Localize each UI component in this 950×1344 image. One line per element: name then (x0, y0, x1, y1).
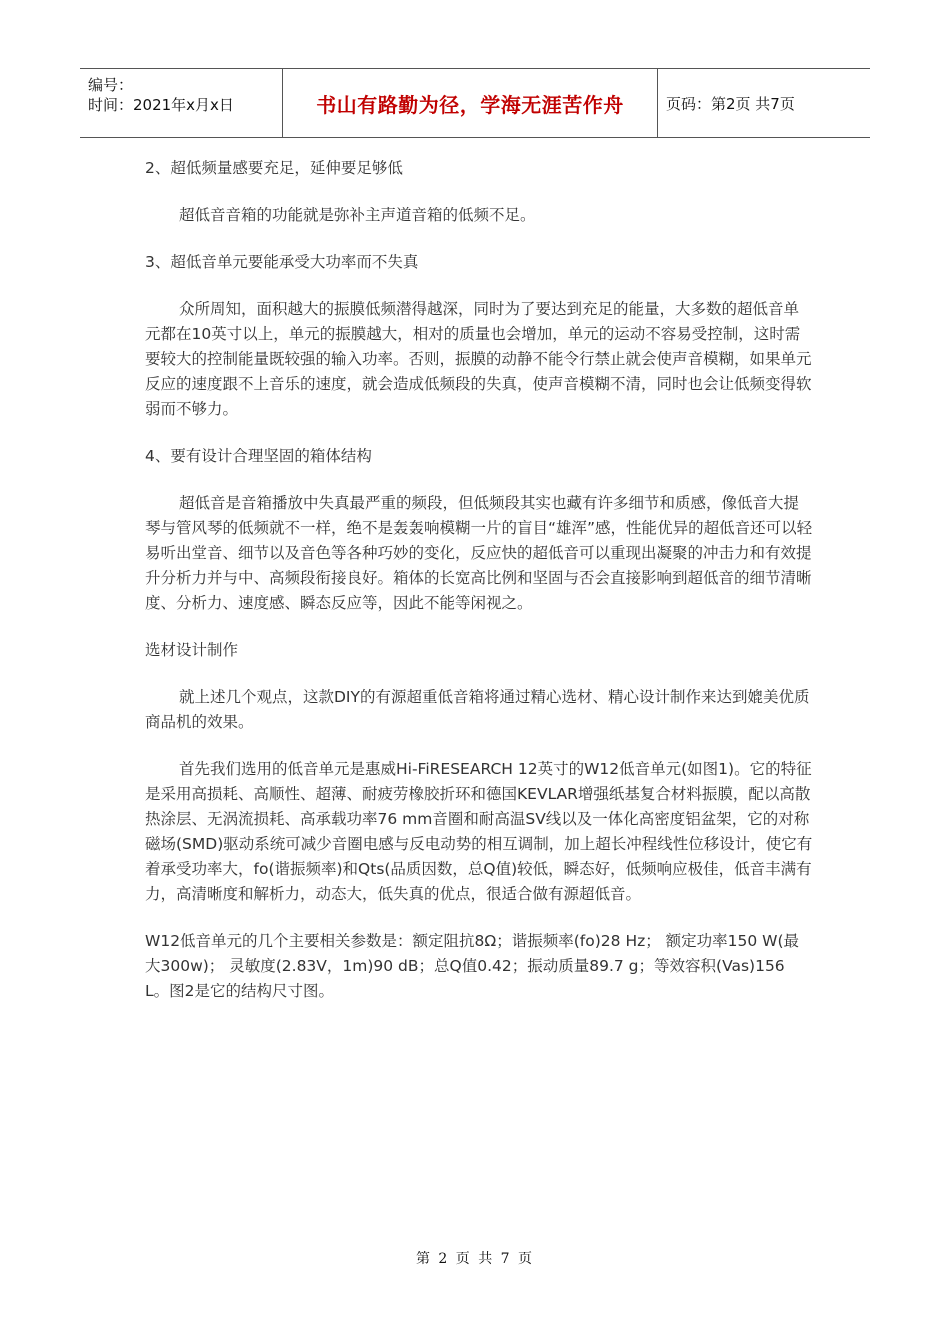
page-header (80, 68, 870, 138)
paragraph: 超低音音箱的功能就是弥补主声道音箱的低频不足。 (179, 206, 536, 224)
heading-2: 2、超低频量感要充足，延伸要足够低 (145, 159, 403, 177)
paragraph: 众所周知，面积越大的振膜低频潜得越深，同时为了要达到充足的能量，大多数的超低音单元都在10英寸以上，单元的振膜越大，相对的质量也会增加，单元的运动不容易受控制，这时需要较大的控制能量既较强的输入功率。否则，振膜的动静不能令行禁止就会使声音模糊，如果单元反应的速度跟不上音乐的速度，就会造成低频段的失真，使声音模糊不清，同时也会让低频变得软弱而不够力。 (145, 300, 812, 418)
number-label: 编号： (88, 76, 134, 94)
header-meta (80, 69, 283, 137)
document-body (145, 156, 813, 1004)
header-page-info: 页码：第2页 共7页 (666, 94, 795, 113)
paragraph-specs: W12低音单元的几个主要相关参数是：额定阻抗8Ω；谐振频率(fo)28 Hz； 额定功率150 W(最大300w)； 灵敏度(2.83V，1m)90 dB；总Q值0.42；振动质量89.7 g；等效容积(Vas)156 L。图2是它的结构尺寸图。 (145, 932, 800, 1000)
paragraph: 首先我们选用的低音单元是惠威Hi-FiRESEARCH 12英寸的W12低音单元(如图1)。它的特征是采用高损耗、高顺性、超薄、耐疲劳橡胶折环和德国KEVLAR增强纸基复合材料振膜，配以高散热涂层、无涡流损耗、高承载功率76 mm音圈和耐高温SV线以及一体化高密度铝盆架，它的对称磁场(SMD)驱动系统可减少音圈电感与反电动势的相互调制，加上超长冲程线性位移设计，使它有着承受功率大，fo(谐振频率)和Qts(品质因数，总Q值)较低，瞬态好，低频响应极佳，低音丰满有力，高清晰度和解析力，动态大，低失真的优点，很适合做有源超低音。 (145, 760, 813, 903)
heading-3: 3、超低音单元要能承受大功率而不失真 (145, 253, 419, 271)
section-title: 选材设计制作 (145, 641, 239, 659)
page-footer: 第 2 页 共 7 页 (415, 1251, 535, 1267)
heading-4: 4、要有设计合理坚固的箱体结构 (145, 447, 372, 465)
time-label: 时间：2021年x月x日 (88, 96, 234, 114)
paragraph: 超低音是音箱播放中失真最严重的频段，但低频段其实也藏有许多细节和质感，像低音大提琴与管风琴的低频就不一样，绝不是轰轰响模糊一片的盲目“雄浑”感，性能优异的超低音还可以轻易听出堂音、细节以及音色等各种巧妙的变化，反应快的超低音可以重现出凝聚的冲击力和有效提升分析力并与中、高频段衔接良好。箱体的长宽高比例和坚固与否会直接影响到超低音的细节清晰度、分析力、速度感、瞬态反应等，因此不能等闲视之。 (145, 494, 813, 612)
paragraph: 就上述几个观点，这款DIY的有源超重低音箱将通过精心选材、精心设计制作来达到媲美优质商品机的效果。 (145, 688, 810, 731)
header-motto: 书山有路勤为径，学海无涯苦作舟 (283, 69, 658, 137)
